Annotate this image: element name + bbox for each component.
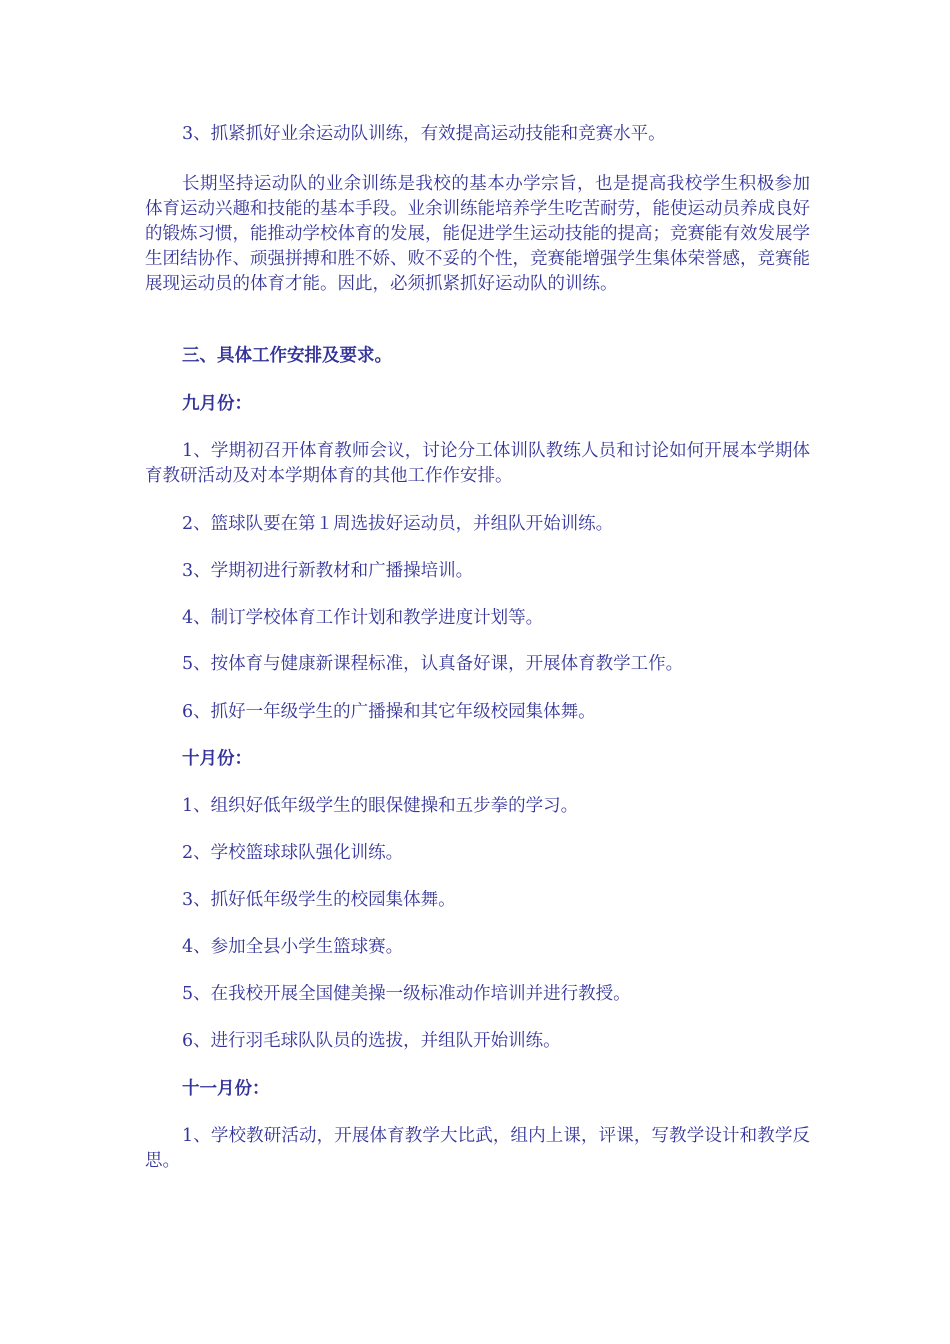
item-paragraph: 1、学校教研活动，开展体育教学大比武，组内上课，评课，写教学设计和教学反思。: [145, 1126, 810, 1171]
item-paragraph: 1、学期初召开体育教师会议，讨论分工体训队教练人员和讨论如何开展本学期体育教研活动及对本学期体育的其他工作作安排。: [145, 441, 810, 486]
month-heading-october: 十月份：: [182, 749, 252, 769]
month-heading-november: 十一月份：: [182, 1079, 270, 1099]
item-paragraph: 3、学期初进行新教材和广播操培训。: [182, 561, 474, 581]
section-heading: 三、具体工作安排及要求。: [182, 346, 392, 366]
item-paragraph: 1、组织好低年级学生的眼保健操和五步拳的学习。: [182, 796, 579, 816]
item-paragraph: 6、抓好一年级学生的广播操和其它年级校园集体舞。: [182, 702, 596, 722]
item-paragraph: 4、参加全县小学生篮球赛。: [182, 937, 404, 957]
item-paragraph: 5、按体育与健康新课程标准，认真备好课，开展体育教学工作。: [182, 654, 684, 674]
item-paragraph: 2、学校篮球球队强化训练。: [182, 843, 404, 863]
item-paragraph: 3、抓好低年级学生的校园集体舞。: [182, 890, 456, 910]
item-paragraph: 5、在我校开展全国健美操一级标准动作培训并进行教授。: [182, 984, 631, 1004]
body-paragraph: 长期坚持运动队的业余训练是我校的基本办学宗旨，也是提高我校学生积极参加体育运动兴趣和技能的基本手段。业余训练能培养学生吃苦耐劳，能使运动员养成良好的锻炼习惯，能推动学校体育的发展，能促进学生运动技能的提高；竞赛能有效发展学生团结协作、顽强拼搏和胜不娇、败不妥的个性，竞赛能增强学生集体荣誉感，竞赛能展现运动员的体育才能。因此，必须抓紧抓好运动队的训练。: [145, 174, 810, 294]
month-heading-september: 九月份：: [182, 394, 252, 414]
item-paragraph: 4、制订学校体育工作计划和教学进度计划等。: [182, 608, 544, 628]
item-paragraph: 6、进行羽毛球队队员的选拔，并组队开始训练。: [182, 1031, 561, 1051]
item-paragraph: 2、篮球队要在第１周选拔好运动员，并组队开始训练。: [182, 514, 614, 534]
item-paragraph: 3、抓紧抓好业余运动队训练，有效提高运动技能和竞赛水平。: [182, 124, 666, 144]
